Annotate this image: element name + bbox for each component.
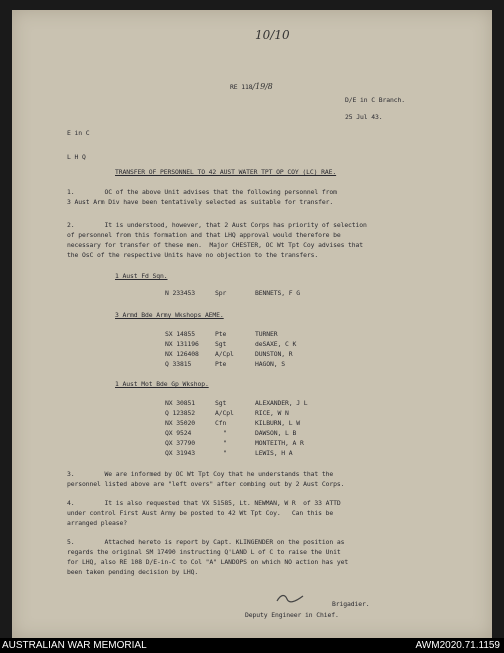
personnel-rank: A/Cpl [215,350,234,358]
personnel-number: N 233453 [165,289,195,297]
personnel-name: BENNETS, F G [255,289,300,297]
sender: D/E in C Branch. [345,96,405,104]
text-line: personnel listed above are "left overs" after combing out by 2 Aust Corps. [67,480,345,488]
text-line: arranged please? [67,519,127,527]
file-reference: RE 118/19/8 [230,82,273,91]
personnel-rank: A/Cpl [215,409,234,417]
text-line: 3 Aust Arm Div have been tentatively selected as suitable for transfer. [67,198,334,206]
personnel-number: Q 33815 [165,360,192,368]
personnel-number: QX 31943 [165,449,195,457]
personnel-name: DUNSTON, R [255,350,293,358]
personnel-name: DAWSON, L B [255,429,297,437]
personnel-name: TURNER [255,330,278,338]
unit-heading: 3 Armd Bde Army Wkshops AEME. [115,311,224,319]
personnel-number: Q 123852 [165,409,195,417]
signatory-rank: Brigadier. [332,600,370,608]
footer-accession-number: AWM2020.71.1159 [415,640,500,651]
personnel-rank: Spr [215,289,227,297]
personnel-name: KILBURN, L W [255,419,300,427]
personnel-rank: Sgt [215,399,227,407]
text-line: 1. OC of the above Unit advises that the following personnel from [67,188,337,196]
subject-line: TRANSFER OF PERSONNEL TO 42 AUST WATER TPT OP COY (LC) RAE. [115,168,337,176]
signatory-title: Deputy Engineer in Chief. [245,611,339,619]
personnel-rank: Pte [215,360,227,368]
personnel-number: QX 37790 [165,439,195,447]
archive-footer [0,638,504,653]
personnel-name: LEWIS, H A [255,449,293,457]
personnel-rank: Cfn [215,419,227,427]
unit-heading: 1 Aust Fd Sqn. [115,272,168,280]
personnel-name: RICE, W N [255,409,289,417]
personnel-number: NX 131196 [165,340,199,348]
addressee-line-2: L H Q [67,153,86,161]
text-line: 2. It is understood, however, that 2 Aust Corps has priority of selection [67,221,367,229]
personnel-number: NX 35020 [165,419,195,427]
text-line: for LHQ, also RE 108 D/E-in-C to Col "A" LANDOPS on which NO action has yet [67,558,349,566]
text-line: 5. Attached hereto is report by Capt. KLINGENDER on the position as [67,538,345,546]
text-line: necessary for transfer of these men. Major CHESTER, OC Wt Tpt Coy advises that [67,241,364,249]
personnel-number: QX 9524 [165,429,192,437]
personnel-rank: " [223,439,227,447]
text-line: under control First Aust Army be posted to 42 Wt Tpt Coy. Can this be [67,509,334,517]
personnel-rank: " [223,429,227,437]
signature-mark [275,593,305,603]
personnel-rank: Pte [215,330,227,338]
text-line: regards the original SM 17490 instructing Q'LAND L of C to raise the Unit [67,548,341,556]
text-line: 3. We are informed by OC Wt Tpt Coy that he understands that the [67,470,334,478]
personnel-name: HAGON, S [255,360,285,368]
text-line: the OsC of the respective Units have no objection to the transfers. [67,251,319,259]
unit-heading: 1 Aust Mot Bde Gp Wkshop. [115,380,209,388]
text-line: been taken pending decision by LHQ. [67,568,199,576]
personnel-rank: Sgt [215,340,227,348]
personnel-name: deSAXE, C K [255,340,297,348]
text-line: 4. It is also requested that VX 51585, Lt. NEWMAN, W R of 33 ATTD [67,499,341,507]
personnel-number: NX 126408 [165,350,199,358]
personnel-number: SX 14855 [165,330,195,338]
personnel-name: ALEXANDER, J L [255,399,308,407]
text-line: of personnel from this formation and that LHQ approval would therefore be [67,231,341,239]
personnel-number: NX 30851 [165,399,195,407]
document-page [12,10,492,638]
folio-number: 10/10 [255,28,290,42]
personnel-rank: " [223,449,227,457]
addressee-line-1: E in C [67,129,90,137]
date: 25 Jul 43. [345,113,383,121]
footer-institution: AUSTRALIAN WAR MEMORIAL [2,640,147,651]
personnel-name: MONTEITH, A R [255,439,304,447]
